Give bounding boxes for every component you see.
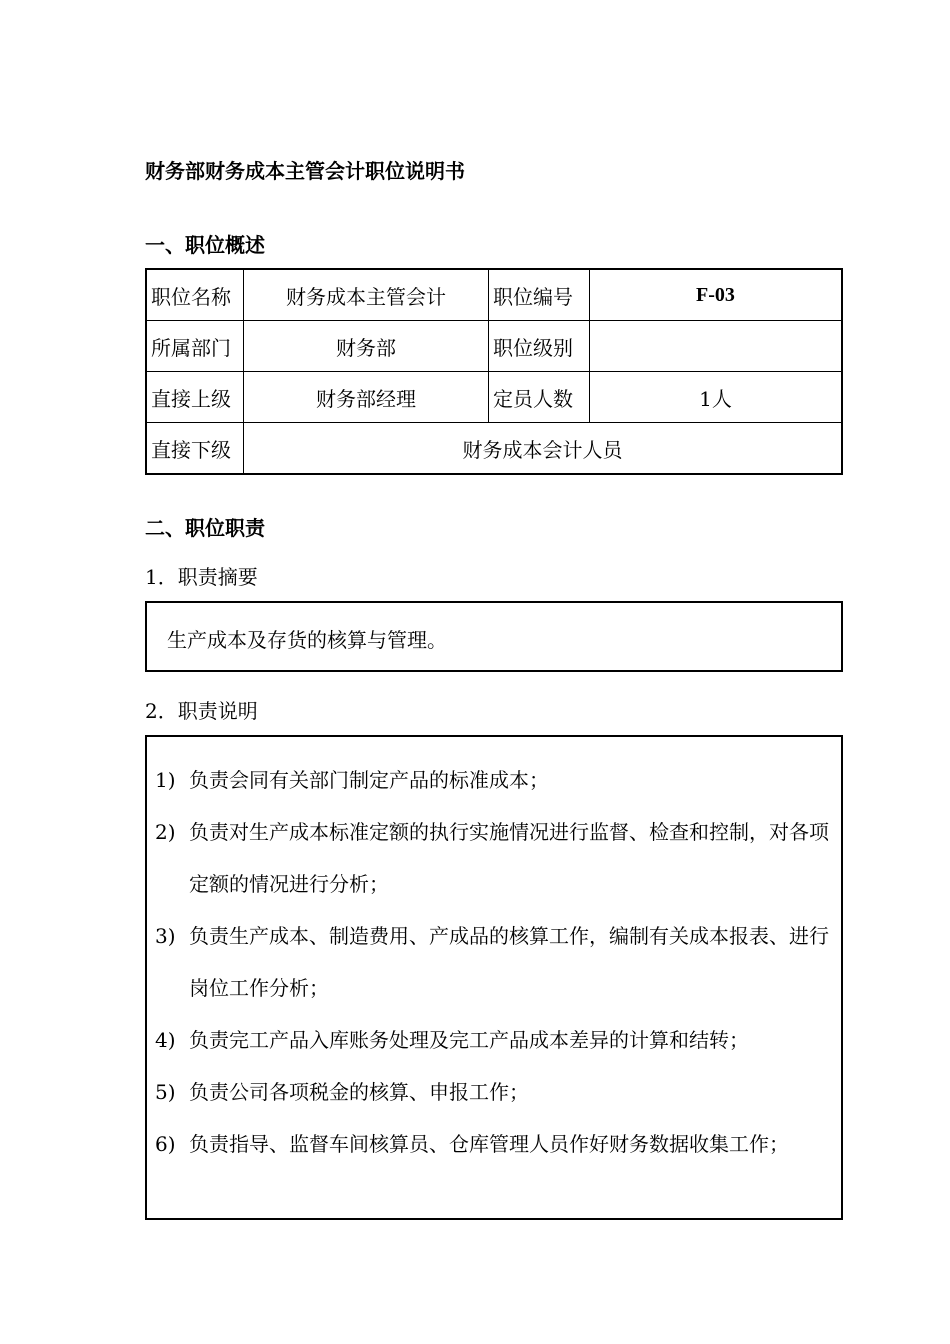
list-item — [147, 754, 841, 806]
summary-text: 生产成本及存货的核算与管理。 — [167, 628, 447, 652]
duty-text: 负责公司各项税金的核算、申报工作； — [189, 1080, 529, 1104]
table-label: 职位编号 — [489, 269, 590, 321]
list-item — [147, 1118, 841, 1170]
table-row — [146, 372, 842, 423]
duty-number: 5) — [155, 1080, 176, 1104]
table-value: 1人 — [590, 372, 843, 423]
duty-number: 2) — [155, 820, 176, 844]
detail-heading: 2．职责说明 — [145, 699, 258, 723]
duty-text: 负责指导、监督车间核算员、仓库管理人员作好财务数据收集工作； — [189, 1132, 789, 1156]
table-value: 财务成本主管会计 — [244, 269, 489, 321]
position-overview-table — [145, 268, 843, 475]
table-label: 职位级别 — [489, 321, 590, 372]
duty-text: 负责生产成本、制造费用、产成品的核算工作，编制有关成本报表、进行岗位工作分析； — [189, 924, 829, 1000]
duty-text: 负责完工产品入库账务处理及完工产品成本差异的计算和结转； — [189, 1028, 749, 1052]
duty-number: 3) — [155, 924, 176, 948]
table-label: 直接下级 — [146, 423, 244, 475]
table-value — [590, 321, 843, 372]
table-label: 职位名称 — [146, 269, 244, 321]
section-heading-overview: 一、职位概述 — [145, 233, 265, 257]
summary-heading: 1．职责摘要 — [145, 565, 258, 589]
table-label: 所属部门 — [146, 321, 244, 372]
list-item — [147, 806, 841, 910]
table-label: 定员人数 — [489, 372, 590, 423]
table-row — [146, 423, 842, 475]
position-code: F-03 — [590, 269, 843, 321]
duty-list — [147, 737, 841, 1170]
duty-box — [145, 735, 843, 1220]
duty-number: 1) — [155, 768, 176, 792]
table-value: 财务部经理 — [244, 372, 489, 423]
list-item — [147, 910, 841, 1014]
duty-text: 负责对生产成本标准定额的执行实施情况进行监督、检查和控制，对各项定额的情况进行分析； — [189, 820, 829, 896]
summary-box — [145, 601, 843, 672]
duty-number: 6) — [155, 1132, 176, 1156]
table-value: 财务成本会计人员 — [244, 423, 843, 475]
list-item — [147, 1014, 841, 1066]
document-title: 财务部财务成本主管会计职位说明书 — [145, 159, 465, 183]
table-row — [146, 321, 842, 372]
duty-text: 负责会同有关部门制定产品的标准成本； — [189, 768, 549, 792]
table-row — [146, 269, 842, 321]
section-heading-duties: 二、职位职责 — [145, 516, 265, 540]
table-value: 财务部 — [244, 321, 489, 372]
list-item — [147, 1066, 841, 1118]
table-label: 直接上级 — [146, 372, 244, 423]
duty-number: 4) — [155, 1028, 176, 1052]
